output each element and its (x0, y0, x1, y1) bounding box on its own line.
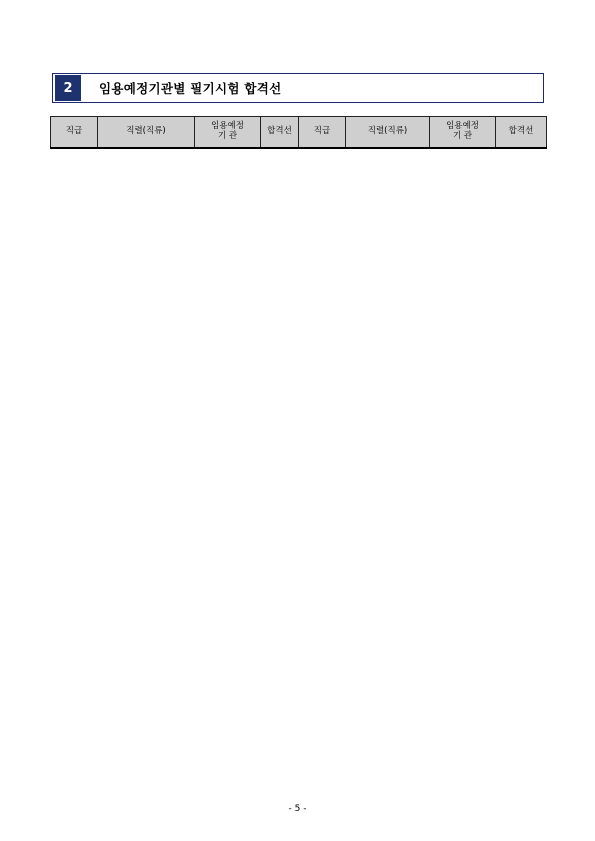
cutoff-table (50, 116, 547, 149)
header-grade: 직급 (51, 117, 98, 149)
header-cutoff-2: 합격선 (496, 117, 547, 149)
section-title: 임용예정기관별 필기시험 합격선 (99, 81, 282, 96)
page-number: - 5 - (288, 804, 307, 814)
header-agency-2: 임용예정 기 관 (430, 117, 496, 149)
header-agency: 임용예정 기 관 (195, 117, 261, 149)
section-header (52, 73, 544, 103)
header-grade-2: 직급 (299, 117, 346, 149)
table-header-row (51, 117, 547, 149)
section-number: 2 (55, 75, 81, 101)
header-series-2: 직렬(직류) (346, 117, 430, 149)
header-series: 직렬(직류) (98, 117, 195, 149)
header-cutoff: 합격선 (261, 117, 299, 149)
